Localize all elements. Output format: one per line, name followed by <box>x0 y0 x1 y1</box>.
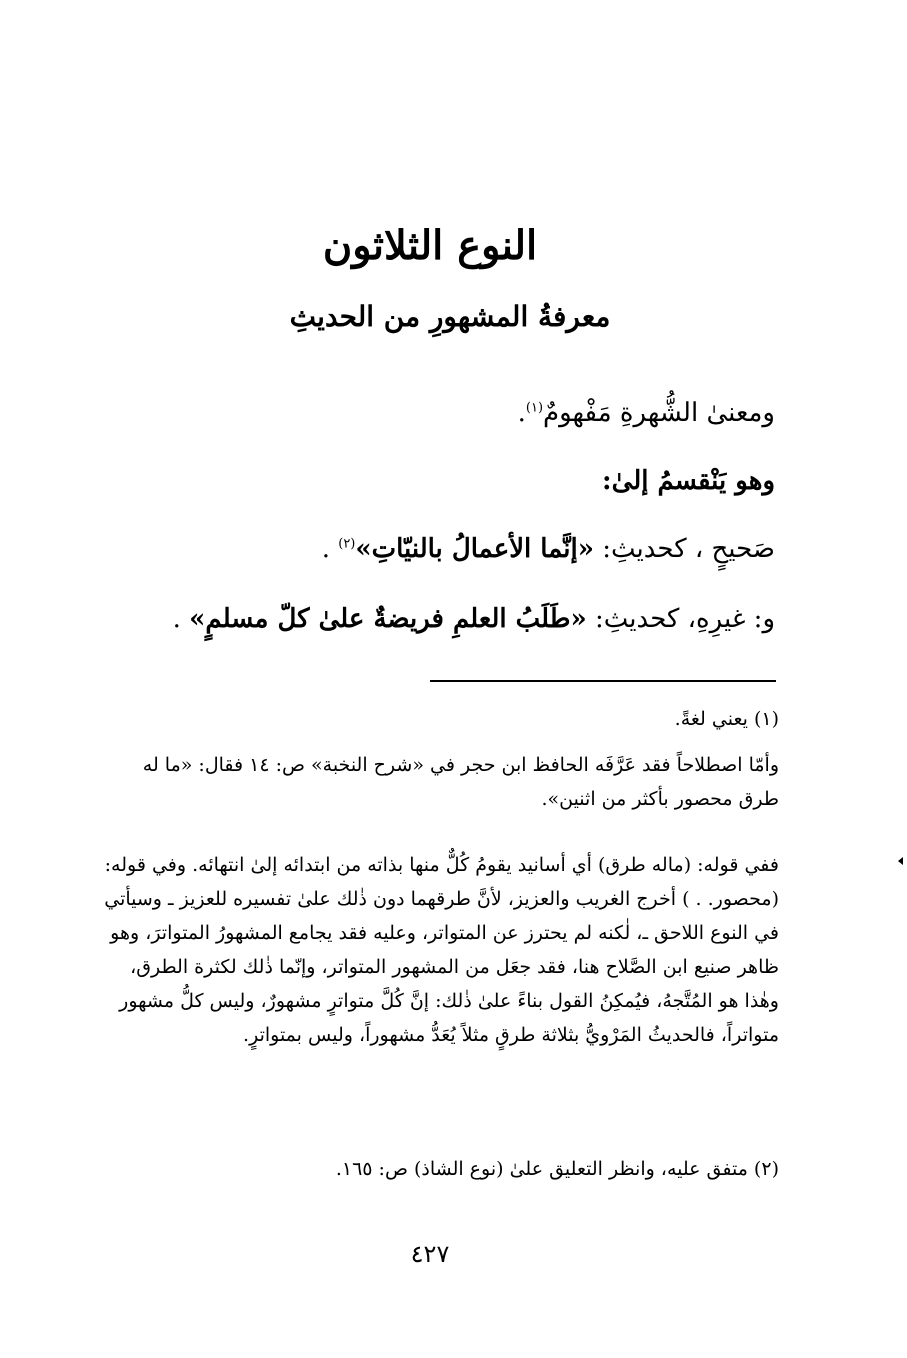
chapter-subtitle: معرفةُ المشهورِ من الحديثِ <box>289 300 611 333</box>
footnote-ref-2: (٢) <box>338 536 356 552</box>
body-line-3-lead: صَحيحٍ ، كحديثِ: <box>602 534 775 564</box>
body-line-2 <box>602 466 775 496</box>
body-line-3-end: . <box>321 534 330 564</box>
body-line-1 <box>518 398 775 428</box>
body-line-1-text: ومعنىٰ الشُّهرةِ مَفْهومٌ <box>543 398 775 428</box>
body-line-4 <box>173 604 775 634</box>
footnote-2: (٢) متفق عليه، وانظر التعليق علىٰ (نوع الشاذ) ص: ١٦٥. <box>335 1158 779 1180</box>
hadith-quote-2: «طَلَبُ العلمِ فريضةٌ علىٰ كلّ مسلمٍ» <box>189 604 587 634</box>
body-line-3 <box>322 534 775 564</box>
margin-marker-icon <box>898 857 903 865</box>
chapter-title: النوع الثلاثون <box>322 222 538 269</box>
footnote-1-heading: (١) يعني لغةً. <box>674 708 779 730</box>
page-number: ٤٢٧ <box>410 1240 450 1268</box>
body-line-1-end: . <box>517 398 526 428</box>
footnote-separator <box>430 680 776 682</box>
body-line-2-text: وهو يَنْقسمُ إلىٰ: <box>602 466 775 496</box>
hadith-quote-1: «إنَّما الأعمالُ بالنيّاتِ» <box>355 534 594 564</box>
footnote-1-paragraph-1: وأمّا اصطلاحاً فقد عَرَّفَه الحافظ ابن حجر في «شرح النخبة» ص: ١٤ فقال: «ما له طرق محصور بأكثر من اثنين». <box>142 754 779 810</box>
footnote-1-paragraph-2: ففي قوله: (ماله طرق) أي أسانيد يقومُ كُلٌّ منها بذاته من ابتدائه إلىٰ انتهائه. وفي قوله: (محصور. . ) أخرج الغريب والعزيز، لأنَّ طرقهما دون ذٰلك علىٰ تفسيره للعزيز ـ وسيأتي في النوع اللاحق ـ، لٰكنه لم يحترز عن المتواتر، وعليه فقد يجامع المشهورُ المتواترَ، وهو ظاهر صنيع ابن الصَّلاح هنا، فقد جعَل من المشهور المتواتر، وإنّما ذٰلك لكثرة الطرق، وهٰذا هو المُتَّجهُ، فيُمكِنُ القول بناءً علىٰ ذٰلك: إنَّ كُلَّ متواترٍ مشهورٌ، وليس كلُّ مشهور متواتراً، فالحديثُ المَرْويُّ بثلاثة طرقٍ مثلاً يُعَدُّ مشهوراً، وليس بمتواترٍ. <box>104 854 779 1046</box>
footnote-ref-1: (١) <box>525 400 544 416</box>
body-line-4-lead: و: غيرِهِ، كحديثِ: <box>595 604 775 634</box>
body-line-4-end: . <box>172 604 181 634</box>
